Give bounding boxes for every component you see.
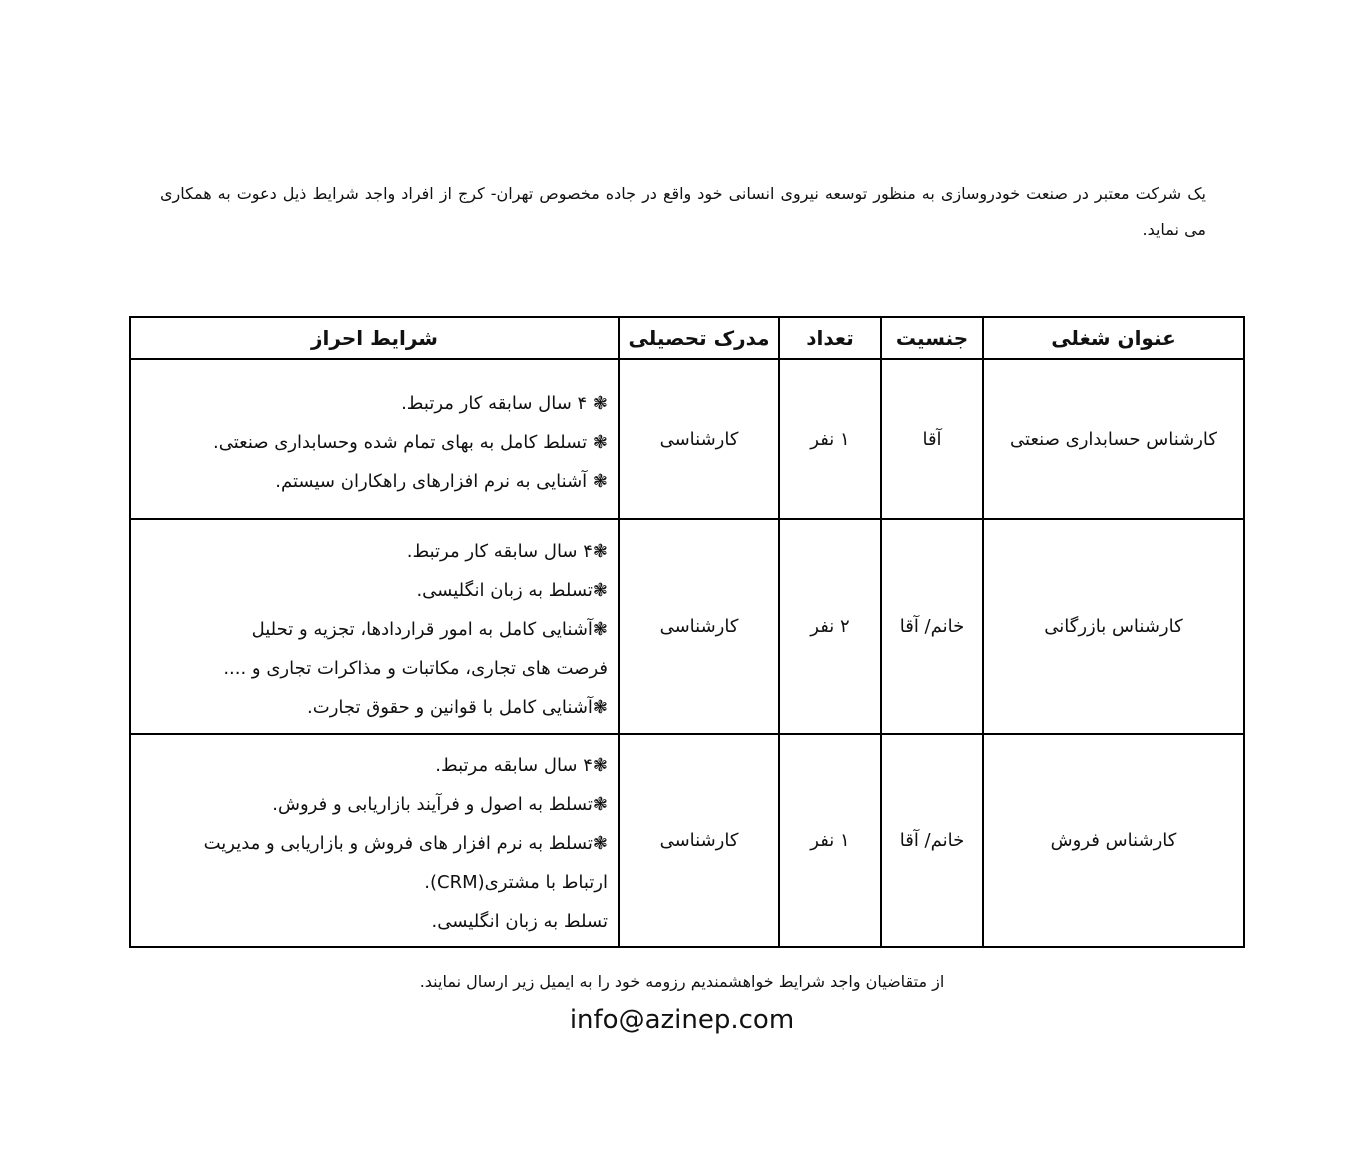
requirement-line: ❃ آشنایی به نرم افزارهای راهکاران سیستم. (275, 470, 608, 492)
table-row (130, 359, 1244, 519)
header-requirements: شرایط احراز (130, 317, 619, 359)
requirement-line: ❃آشنایی کامل به امور قراردادها، تجزیه و تحلیل (251, 619, 608, 640)
table-row (130, 734, 1244, 947)
degree-cell: کارشناسی (619, 734, 779, 947)
table-row (130, 519, 1244, 734)
job-openings-table (129, 316, 1245, 948)
header-count: تعداد (779, 317, 881, 359)
requirements-cell (130, 359, 619, 519)
requirements-cell (130, 519, 619, 734)
application-instructions: از متقاضیان واجد شرایط خواهشمندیم رزومه خود را به ایمیل زیر ارسال نمایند. (419, 972, 945, 991)
header-degree: مدرک تحصیلی (619, 317, 779, 359)
gender-cell: خانم/ آقا (881, 519, 983, 734)
degree-cell: کارشناسی (619, 519, 779, 734)
requirement-line: ارتباط با مشتری(CRM). (424, 872, 608, 893)
requirement-line: ❃۴ سال سابقه مرتبط. (435, 755, 608, 776)
header-job-title: عنوان شغلی (983, 317, 1244, 359)
requirement-line: ❃آشنایی کامل با قوانین و حقوق تجارت. (307, 697, 608, 718)
requirements-cell (130, 734, 619, 947)
requirement-line: ❃تسلط به نرم افزار های فروش و بازاریابی و مدیریت (203, 833, 608, 854)
gender-cell: آقا (881, 359, 983, 519)
job-title-cell: کارشناس بازرگانی (983, 519, 1244, 734)
intro-paragraph: یک شرکت معتبر در صنعت خودروسازی به منظور توسعه نیروی انسانی خود واقع در جاده مخصوص تهران- کرج از افراد واجد شرایط ذیل دعوت به همکاری می نماید. (160, 184, 1206, 239)
requirement-line: ❃ ۴ سال سابقه کار مرتبط. (401, 392, 608, 414)
requirement-line: ❃ تسلط کامل به بهای تمام شده وحسابداری صنعتی. (213, 431, 608, 453)
requirement-line: تسلط به زبان انگلیسی. (431, 911, 608, 932)
job-title-cell: کارشناس حسابداری صنعتی (983, 359, 1244, 519)
requirement-line: فرصت های تجاری، مکاتبات و مذاکرات تجاری و .... (223, 658, 608, 679)
count-cell: ۱ نفر (779, 734, 881, 947)
table-header-row (130, 317, 1244, 359)
requirement-line: ❃۴ سال سابقه کار مرتبط. (406, 541, 608, 562)
count-cell: ۱ نفر (779, 359, 881, 519)
contact-email: info@azinep.com (569, 1005, 795, 1035)
requirement-line: ❃تسلط به زبان انگلیسی. (416, 580, 608, 601)
header-gender: جنسیت (881, 317, 983, 359)
requirement-line: ❃تسلط به اصول و فرآیند بازاریابی و فروش. (272, 794, 608, 815)
degree-cell: کارشناسی (619, 359, 779, 519)
count-cell: ۲ نفر (779, 519, 881, 734)
gender-cell: خانم/ آقا (881, 734, 983, 947)
job-title-cell: کارشناس فروش (983, 734, 1244, 947)
